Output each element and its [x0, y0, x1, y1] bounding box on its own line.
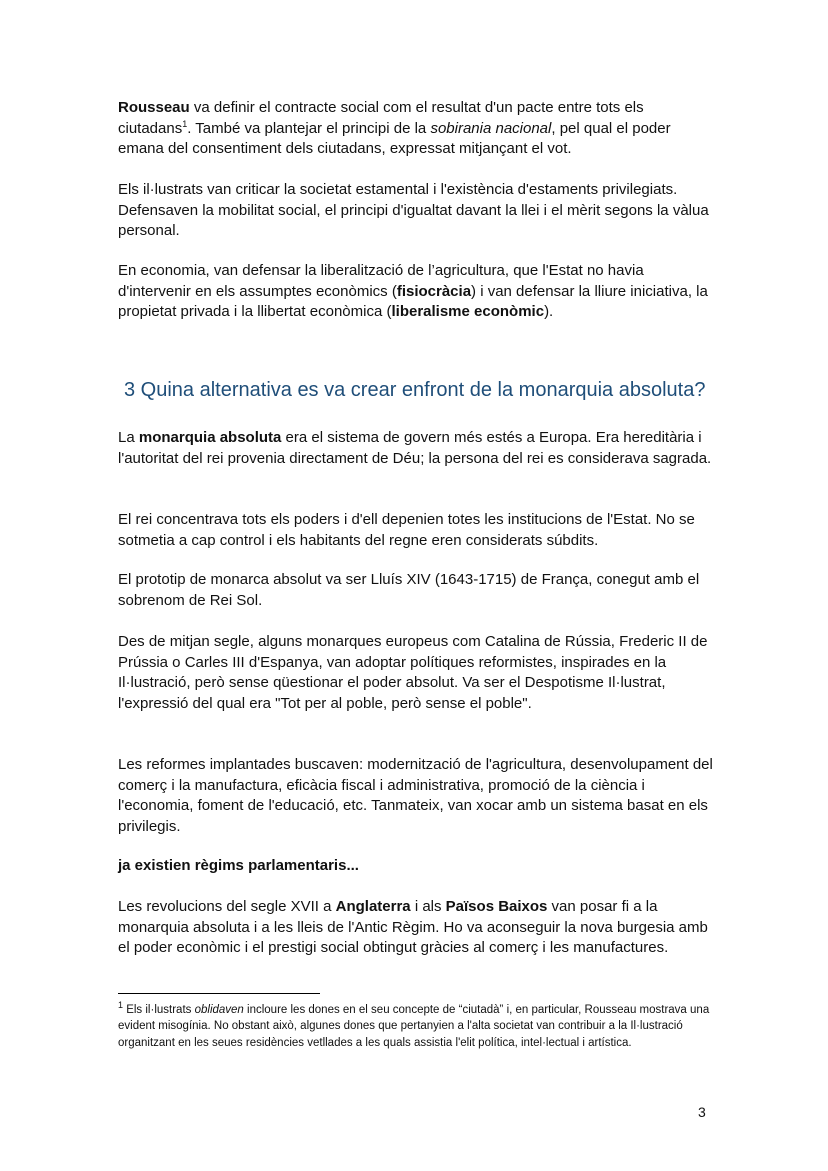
text: Les reformes implantades buscaven: modernització de l'agricultura, desenvolupament del comerç i la manufactura, eficàcia fiscal i administrativa, promoció de la ciència i l'economia, foment de l'educació, etc. Tanmateix, van xocar amb un sistema basat en els privilegis.	[118, 756, 713, 835]
footnote	[118, 1002, 718, 1051]
text: La	[118, 429, 139, 446]
paragraph-estamental	[118, 180, 718, 242]
text: i als	[410, 898, 446, 915]
paragraph-reformes	[118, 755, 718, 837]
text: El prototip de monarca absolut va ser Lluís XIV (1643-1715) de França, conegut amb el sobrenom de Rei Sol.	[118, 571, 700, 609]
paragraph-rousseau	[118, 98, 718, 160]
bold-subheading: ja existien règims parlamentaris...	[118, 857, 359, 874]
italic-term: oblidaven	[194, 1004, 244, 1016]
bold-term: Països Baixos	[445, 898, 548, 915]
bold-term: fisiocràcia	[396, 282, 472, 300]
paragraph-economia	[118, 261, 718, 323]
paragraph-lluis	[118, 570, 718, 611]
text: Els il·lustrats	[123, 1004, 195, 1016]
bold-term: Anglaterra	[335, 898, 411, 915]
paragraph-parlamentaris	[118, 856, 718, 877]
text: . També va plantejar el principi de la	[187, 119, 431, 137]
text: ) i van defensar la lliure iniciativa, la propietat privada i la llibertat econòmica (	[118, 282, 708, 320]
paragraph-despotisme	[118, 632, 718, 714]
text: incloure les dones en el seu concepte de “ciutadà” i, en particular, Rousseau mostrava una evident misogínia. No obstant això, algunes dones que pertanyien a l'alta societat van contribuir a la Il·lustració organitzant en les seues residències vetllades a les quals assistia l'elit política, intel·lectual i artística.	[118, 1004, 710, 1049]
text: , pel qual el poder emana del consentiment dels ciutadans, expressat mitjançant el vot.	[118, 119, 671, 157]
italic-term: sobirania nacional	[430, 119, 552, 137]
text: Els il·lustrats van criticar la societat estamental i l'existència d'estaments privilegiats. Defensaven la mobilitat social, el principi d'igualtat davant la llei i el mèrit segons la vàlua personal.	[118, 181, 709, 239]
page-number: 3	[698, 1104, 706, 1120]
text: En economia, van defensar la liberalització de l’agricultura, que l'Estat no havia d'intervenir en els assumptes econòmics (	[118, 262, 644, 300]
paragraph-monarquia	[118, 428, 718, 469]
text: era el sistema de govern més estés a Europa. Era hereditària i l'autoritat del rei provenia directament de Déu; la persona del rei es considerava sagrada.	[118, 429, 712, 467]
text: El rei concentrava tots els poders i d'ell depenien totes les institucions de l'Estat. No se sotmetia a cap control i els habitants del regne eren considerats súbdits.	[118, 511, 695, 549]
footnote-separator	[118, 993, 320, 994]
text: Des de mitjan segle, alguns monarques europeus com Catalina de Rússia, Frederic II de Prússia o Carles III d'Espanya, van adoptar polítiques reformistes, inspirades en la Il·lustració, però sense qüestionar el poder absolut. Va ser el Despotisme Il·lustrat, l'expressió del qual era "Tot per al poble, però sense el poble".	[118, 633, 708, 712]
paragraph-rei	[118, 510, 718, 551]
bold-term: liberalisme econòmic	[391, 303, 545, 320]
paragraph-revolucions	[118, 897, 718, 959]
text: va definir el contracte social com el resultat d'un pacte entre tots els ciutadans	[118, 99, 644, 137]
text: Les revolucions del segle XVII a	[118, 898, 336, 915]
footnote-marker: 1	[118, 1000, 124, 1011]
text: van posar fi a la monarquia absoluta i a les lleis de l'Antic Règim. Ho va aconseguir la nova burgesia amb el poder econòmic i el prestigi social obtingut gràcies al comerç i les manufactures.	[118, 898, 708, 956]
footnote-ref[interactable]: 1	[182, 118, 188, 129]
bold-term: Rousseau	[118, 99, 190, 116]
bold-term: monarquia absoluta	[138, 429, 282, 446]
section-heading: 3 Quina alternativa es va crear enfront de la monarquia absoluta?	[124, 379, 706, 401]
text: ).	[544, 303, 554, 320]
